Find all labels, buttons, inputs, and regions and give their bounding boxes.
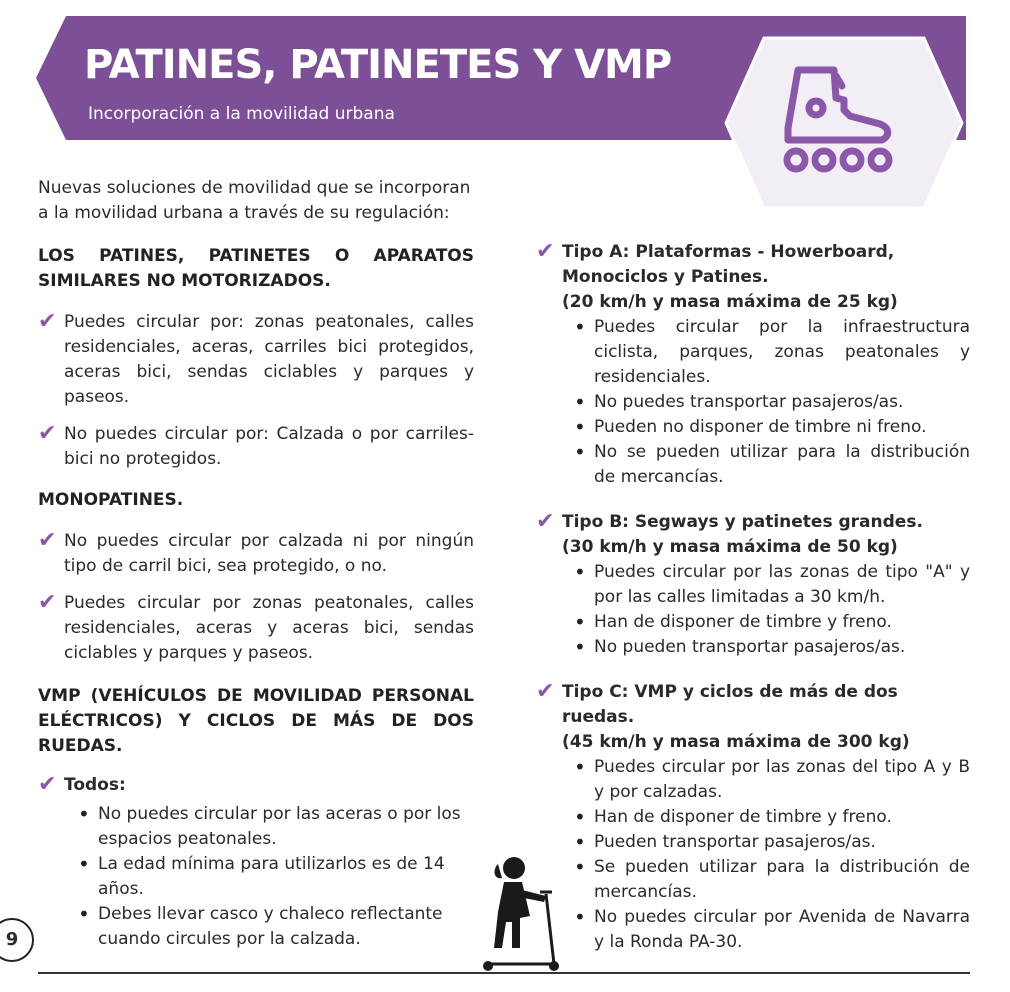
inline-skate-icon [724, 36, 964, 210]
list-item: • No pueden transportar pasajeros/as. [572, 635, 970, 660]
tipo-b [536, 510, 970, 660]
list-item: • No puedes circular por las aceras o por los espacios peatonales. [76, 802, 474, 852]
tipo-a [536, 240, 970, 490]
check-item: ✔ Puedes circular por zonas peatonales, calles residenciales, aceras y aceras bici, sendas ciclables y parques y paseos. [38, 590, 474, 663]
list-item: • No puedes circular por Avenida de Navarra y la Ronda PA-30. [572, 905, 970, 955]
page-title: PATINES, PATINETES Y VMP [84, 42, 672, 88]
list-item: • No se pueden utilizar para la distribución de mercancías. [572, 440, 970, 490]
page-subtitle: Incorporación a la movilidad urbana [88, 104, 395, 124]
list-item: • Pueden no disponer de timbre ni freno. [572, 415, 970, 440]
check-item: ✔ Puedes circular por: zonas peatonales, calles residenciales, aceras, carriles bici protegidos, aceras bici, sendas ciclables y parques y paseos. [38, 309, 474, 407]
tipo-c [536, 680, 970, 955]
tipo-list [536, 560, 970, 660]
checkmark-icon: ✔ [38, 772, 57, 797]
checkmark-icon: ✔ [38, 528, 57, 553]
list-item: • Pueden transportar pasajeros/as. [572, 830, 970, 855]
child-on-scooter-icon [474, 852, 564, 976]
list-item: • Puedes circular por la infraestructura ciclista, parques, zonas peatonales y residenciales. [572, 315, 970, 390]
section-heading-vmp: VMP (VEHÍCULOS DE MOVILIDAD PERSONAL ELÉCTRICOS) Y CICLOS DE MÁS DE DOS RUEDAS. [38, 686, 474, 756]
list-item: • Puedes circular por las zonas de tipo "A" y por las calles limitadas a 30 km/h. [572, 560, 970, 610]
intro-text: Nuevas soluciones de movilidad que se incorporan a la movilidad urbana a través de su regulación: [38, 178, 471, 223]
checkmark-icon: ✔ [536, 679, 555, 704]
tipo-heading: ✔ Tipo A: Plataformas - Howerboard, Monociclos y Patines. [536, 239, 895, 287]
list-item: • La edad mínima para utilizarlos es de 14 años. [76, 852, 474, 902]
left-column [38, 176, 474, 952]
list-item: • Se pueden utilizar para la distribución de mercancías. [572, 855, 970, 905]
tipo-heading: ✔ Tipo B: Segways y patinetes grandes. [536, 509, 923, 534]
todos-list [38, 802, 474, 952]
page-number: 9 [0, 918, 34, 962]
bottom-rule [38, 972, 970, 974]
list-item: • Puedes circular por las zonas del tipo A y B y por calzadas. [572, 755, 970, 805]
tipo-spec: (30 km/h y masa máxima de 50 kg) [562, 537, 898, 557]
checkmark-icon: ✔ [38, 309, 57, 334]
check-item: ✔ No puedes circular por: Calzada o por carriles-bici no protegidos. [38, 421, 474, 469]
section-heading-monopatines: MONOPATINES. [38, 490, 184, 510]
list-item: • No puedes transportar pasajeros/as. [572, 390, 970, 415]
tipo-spec: (20 km/h y masa máxima de 25 kg) [562, 292, 898, 312]
tipo-list [536, 315, 970, 490]
tipo-heading: ✔ Tipo C: VMP y ciclos de más de dos ruedas. [536, 679, 898, 727]
checkmark-icon: ✔ [38, 421, 57, 446]
list-item: • Debes llevar casco y chaleco reflectante cuando circules por la calzada. [76, 902, 474, 952]
section-heading-no-motor: LOS PATINES, PATINETES O APARATOS SIMILARES NO MOTORIZADOS. [38, 246, 474, 291]
right-column [536, 240, 970, 955]
checkmark-icon: ✔ [536, 239, 555, 264]
checkmark-icon: ✔ [38, 590, 57, 615]
list-item: • Han de disponer de timbre y freno. [572, 610, 970, 635]
check-item: ✔ No puedes circular por calzada ni por ningún tipo de carril bici, sea protegido, o no. [38, 528, 474, 576]
list-item: • Han de disponer de timbre y freno. [572, 805, 970, 830]
check-item-todos: ✔ Todos: [38, 772, 126, 797]
checkmark-icon: ✔ [536, 509, 555, 534]
tipo-spec: (45 km/h y masa máxima de 300 kg) [562, 732, 910, 752]
tipo-list [536, 755, 970, 955]
